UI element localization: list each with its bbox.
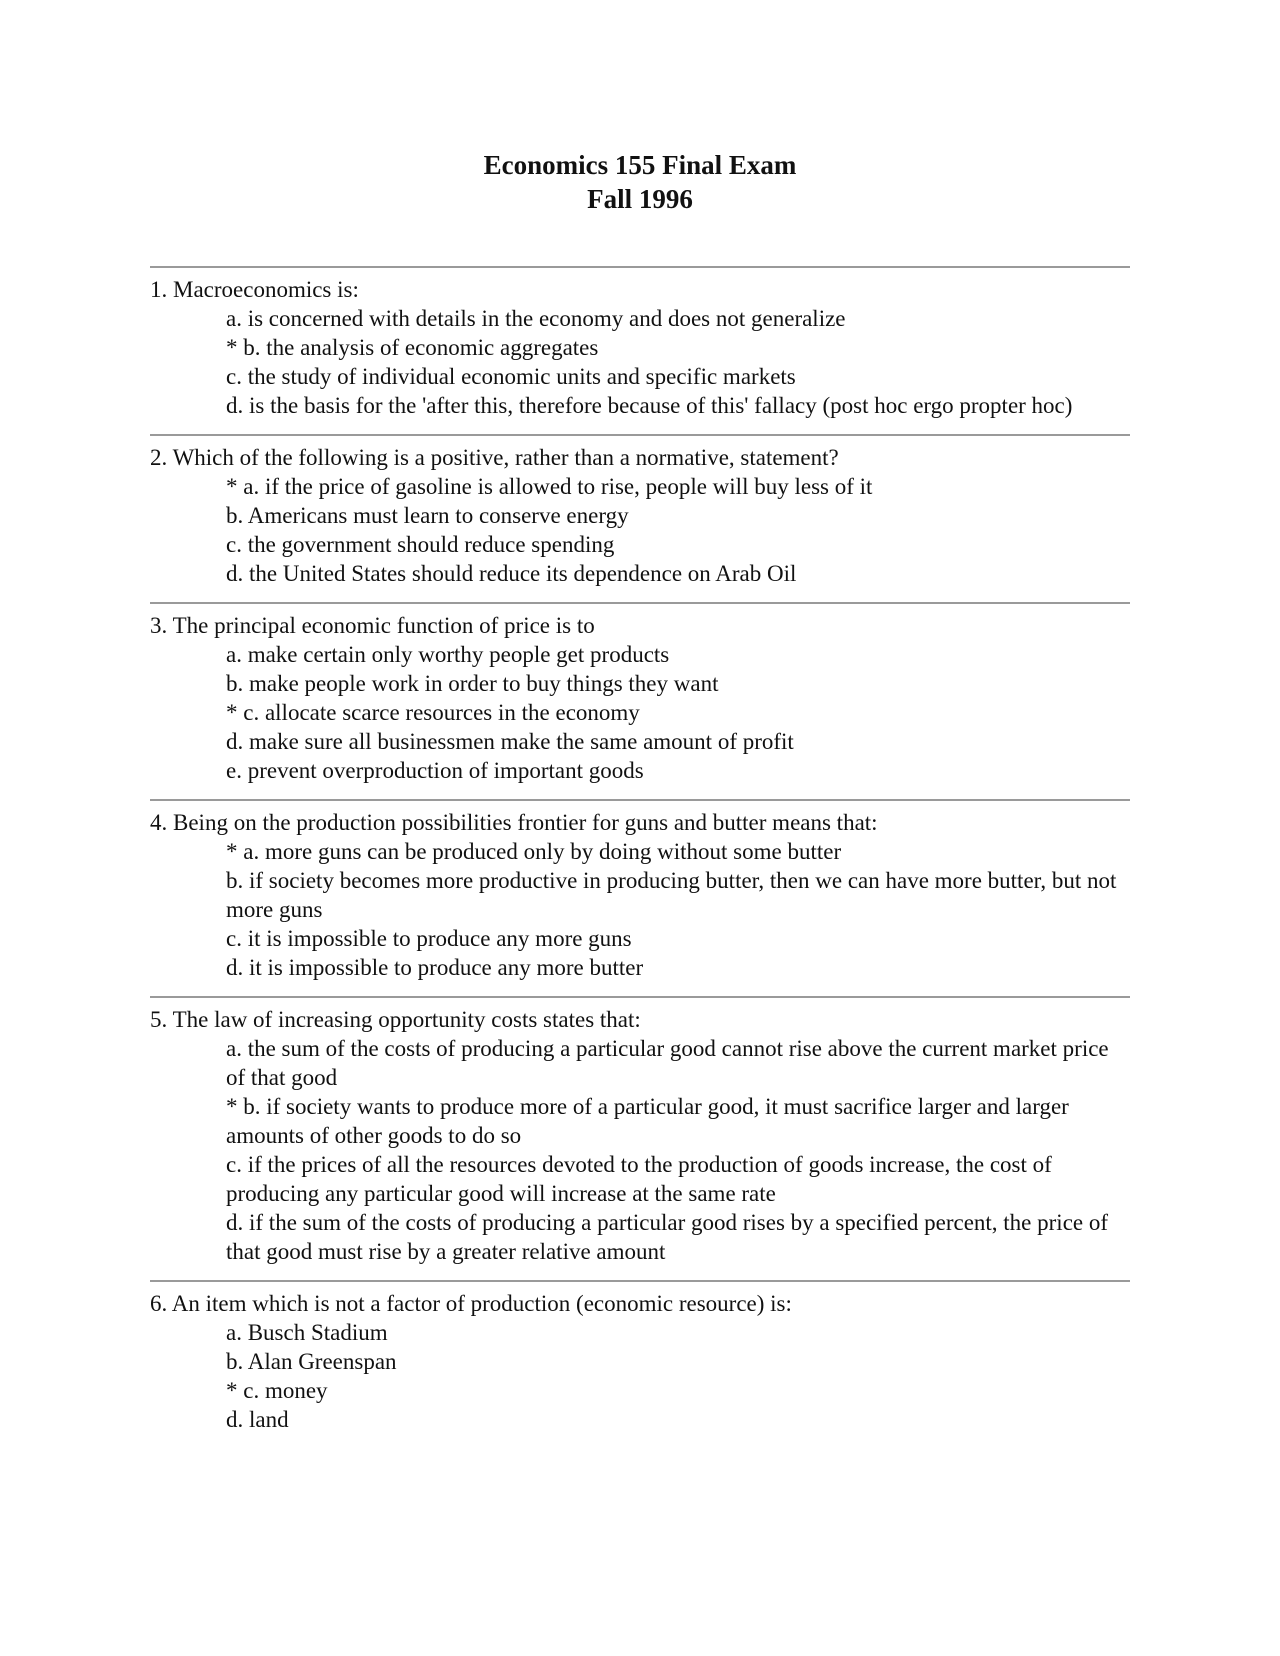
answer-option: a. make certain only worthy people get products	[226, 642, 670, 667]
answer-option: c. the study of individual economic units and specific markets	[226, 364, 796, 389]
title-spacer	[150, 216, 1130, 266]
answer-option-correct: * a. if the price of gasoline is allowed to rise, people will buy less of it	[226, 474, 873, 499]
answer-option: d. if the sum of the costs of producing a particular good rises by a specified percent, the price of that good must rise by a greater relative amount	[226, 1210, 1109, 1264]
question-1	[150, 268, 1130, 434]
exam-title	[150, 148, 1130, 216]
answer-option: b. Americans must learn to conserve energy	[226, 503, 629, 528]
answer-option-correct: * b. the analysis of economic aggregates	[226, 335, 599, 360]
question-6	[150, 1282, 1130, 1448]
answer-option: c. it is impossible to produce any more guns	[226, 926, 632, 951]
answer-options	[150, 472, 1130, 588]
answer-option: d. land	[226, 1407, 289, 1432]
answer-option: d. make sure all businessmen make the same amount of profit	[226, 729, 794, 754]
answer-option: e. prevent overproduction of important goods	[226, 758, 644, 783]
answer-option: b. make people work in order to buy things they want	[226, 671, 719, 696]
answer-options	[150, 1034, 1130, 1266]
answer-option: a. the sum of the costs of producing a particular good cannot rise above the current market price of that good	[226, 1036, 1109, 1090]
answer-option: b. if society becomes more productive in producing butter, then we can have more butter, but not more guns	[226, 868, 1117, 922]
question-2	[150, 436, 1130, 602]
exam-page	[150, 148, 1130, 1448]
answer-options	[150, 304, 1130, 420]
answer-option: c. the government should reduce spending	[226, 532, 615, 557]
answer-option-correct: * b. if society wants to produce more of a particular good, it must sacrifice larger and larger amounts of other goods to do so	[226, 1094, 1069, 1148]
answer-option: d. the United States should reduce its dependence on Arab Oil	[226, 561, 797, 586]
answer-options	[150, 837, 1130, 982]
answer-option: c. if the prices of all the resources devoted to the production of goods increase, the cost of producing any particular good will increase at the same rate	[226, 1152, 1052, 1206]
answer-options	[150, 640, 1130, 785]
answer-option: d. it is impossible to produce any more butter	[226, 955, 644, 980]
question-3	[150, 604, 1130, 799]
question-4	[150, 801, 1130, 996]
answer-option: b. Alan Greenspan	[226, 1349, 397, 1374]
question-text: 2. Which of the following is a positive, rather than a normative, statement?	[150, 445, 839, 470]
answer-option-correct: * c. allocate scarce resources in the economy	[226, 700, 640, 725]
answer-option: d. is the basis for the 'after this, therefore because of this' fallacy (post hoc ergo propter hoc)	[226, 393, 1073, 418]
question-text: 3. The principal economic function of price is to	[150, 613, 595, 638]
answer-option: a. is concerned with details in the economy and does not generalize	[226, 306, 846, 331]
title-line-1: Economics 155 Final Exam	[483, 150, 797, 180]
answer-options	[150, 1318, 1130, 1434]
answer-option: a. Busch Stadium	[226, 1320, 388, 1345]
question-text: 5. The law of increasing opportunity costs states that:	[150, 1007, 641, 1032]
question-5	[150, 998, 1130, 1280]
title-line-2: Fall 1996	[587, 184, 693, 214]
answer-option-correct: * c. money	[226, 1378, 328, 1403]
question-text: 4. Being on the production possibilities frontier for guns and butter means that:	[150, 810, 878, 835]
question-text: 1. Macroeconomics is:	[150, 277, 359, 302]
question-text: 6. An item which is not a factor of production (economic resource) is:	[150, 1291, 792, 1316]
answer-option-correct: * a. more guns can be produced only by doing without some butter	[226, 839, 842, 864]
